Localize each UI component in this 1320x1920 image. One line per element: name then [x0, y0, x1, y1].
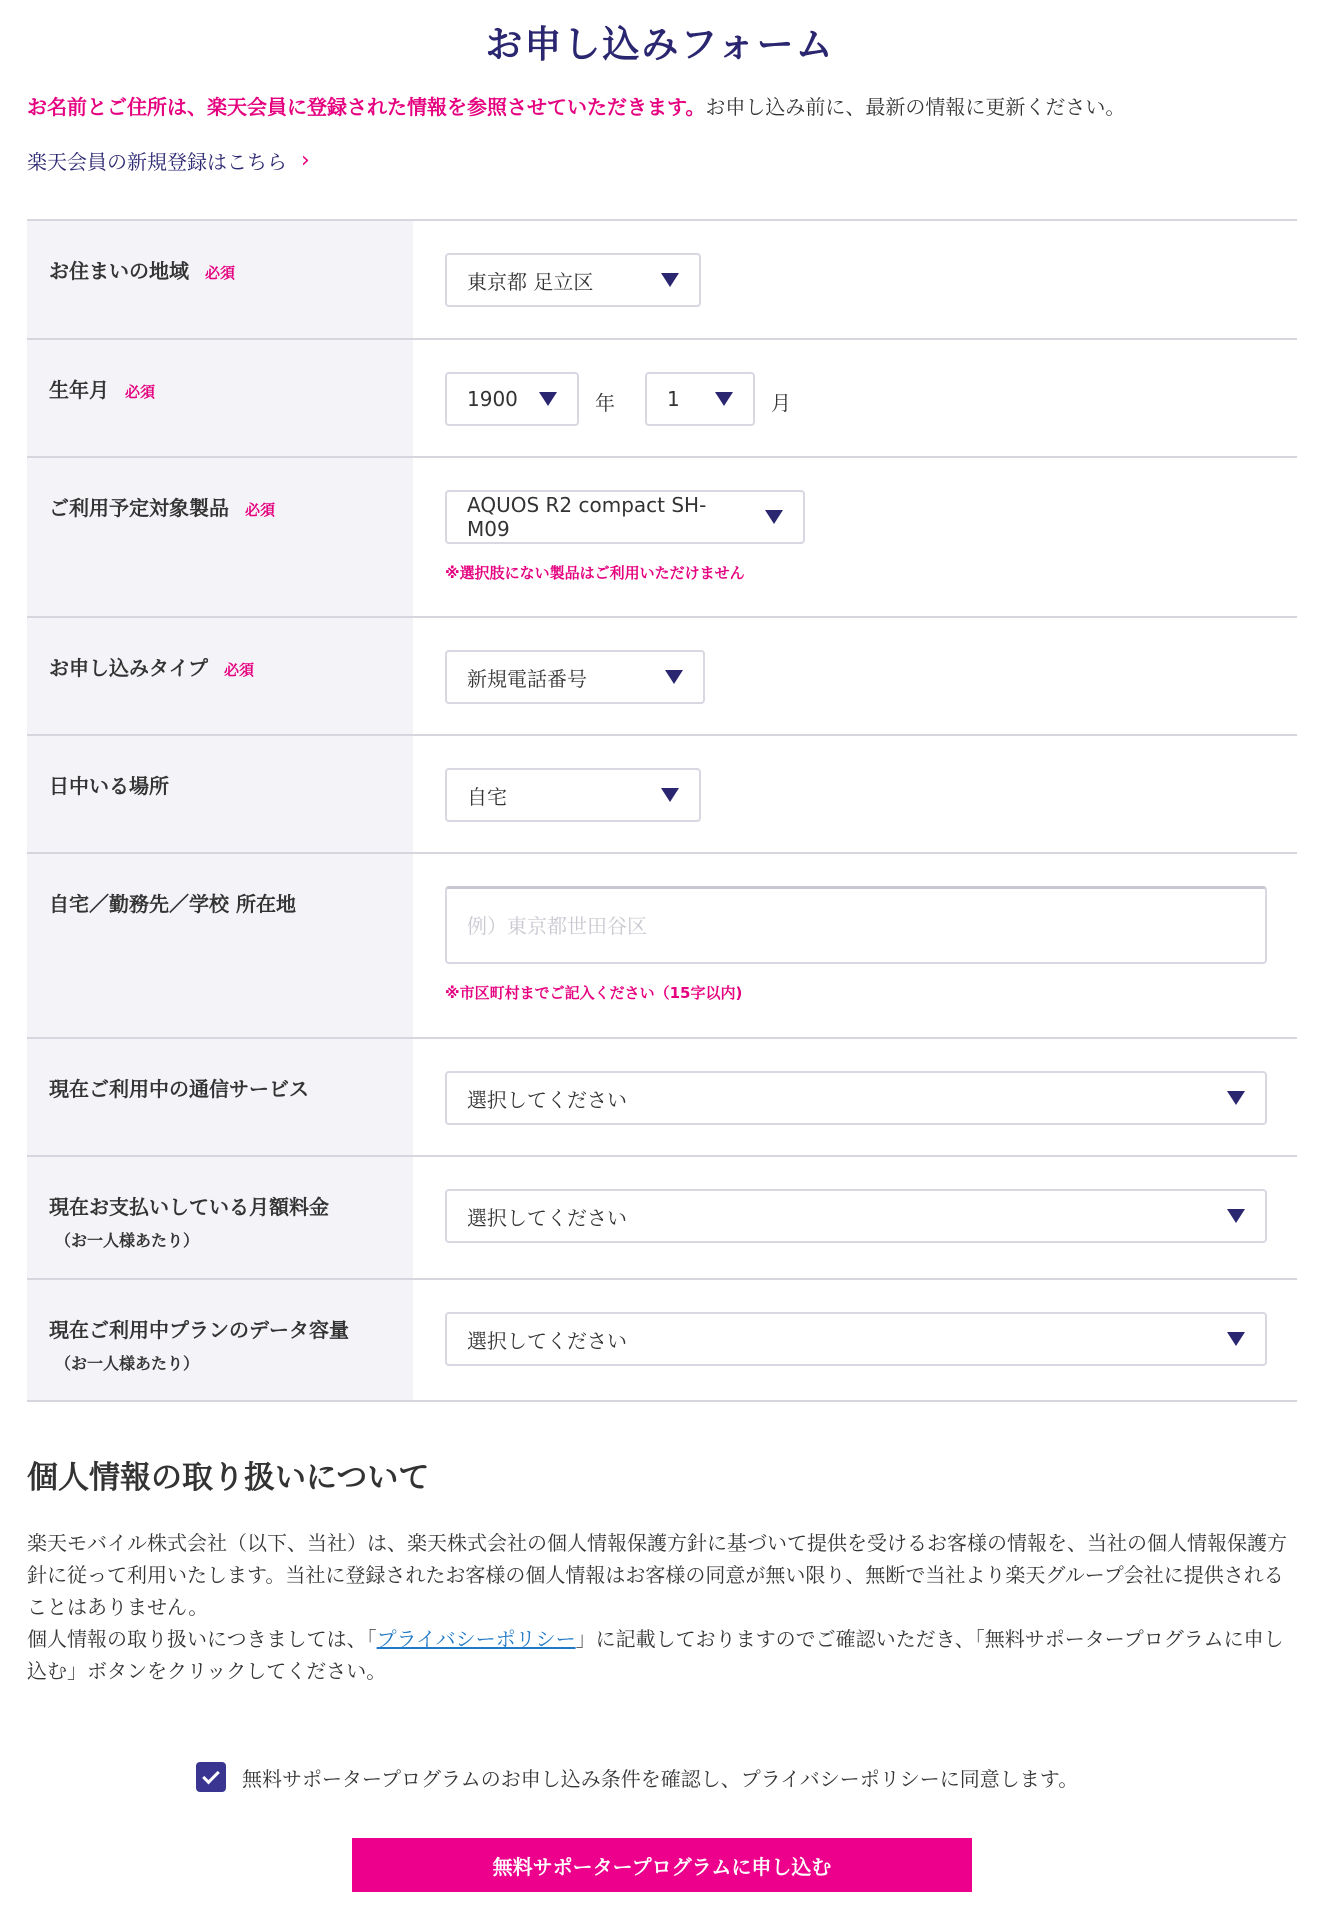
dropdown-arrow-icon [661, 273, 679, 287]
form-row-region [27, 221, 1297, 340]
dropdown-arrow-icon [661, 788, 679, 802]
product-hint: ※選択肢にない製品はご利用いただけません [445, 564, 745, 582]
birth-label [27, 340, 413, 456]
privacy-text [27, 1527, 1297, 1687]
privacy-p2-before: 個人情報の取り扱いにつきましては、「 [27, 1627, 377, 1651]
dropdown-arrow-icon [765, 510, 783, 524]
form-row-monthly-fee [27, 1157, 1297, 1280]
form-row-data-capacity [27, 1280, 1297, 1402]
birth-month-select[interactable] [645, 372, 755, 426]
required-badge: 必須 [125, 383, 156, 401]
region-label [27, 221, 413, 338]
product-value: AQUOS R2 compact SH-M09 [467, 493, 707, 541]
rakuten-signup-link[interactable] [27, 146, 310, 175]
daytime-place-label [27, 736, 413, 852]
year-unit: 年 [595, 391, 615, 415]
form-row-apply-type [27, 618, 1297, 736]
location-label-text: 自宅／勤務先／学校 所在地 [49, 892, 296, 916]
monthly-fee-select[interactable] [445, 1189, 1267, 1243]
notice-emphasis: お名前とご住所は、楽天会員に登録された情報を参照させていただきます。 [27, 95, 706, 119]
location-label [27, 854, 413, 1037]
daytime-place-field [413, 736, 1297, 852]
consent-label: 無料サポータープログラムのお申し込み条件を確認し、プライバシーポリシーに同意します。 [242, 1766, 1079, 1791]
monthly-fee-label-text: 現在お支払いしている月額料金 [49, 1195, 329, 1219]
privacy-p2-after: 」に記載しておりますのでご確認いただき、「無料サポータープログラムに申し込む」ボタンをクリックしてください。 [27, 1627, 1284, 1683]
region-value: 東京都 足立区 [467, 269, 594, 294]
region-label-text: お住まいの地域 [49, 259, 189, 283]
signup-link-label: 楽天会員の新規登録はこちら [27, 150, 287, 174]
region-select[interactable] [445, 253, 701, 307]
submit-button[interactable]: 無料サポータープログラムに申し込む [352, 1838, 972, 1892]
required-badge: 必須 [245, 501, 276, 519]
dropdown-arrow-icon [1227, 1332, 1245, 1346]
dropdown-arrow-icon [1227, 1209, 1245, 1223]
monthly-fee-label [27, 1157, 413, 1278]
monthly-fee-sublabel: （お一人様あたり） [55, 1231, 200, 1250]
birth-year-value: 1900 [467, 387, 518, 411]
info-notice [27, 92, 1307, 122]
product-select[interactable] [445, 490, 805, 544]
required-badge: 必須 [224, 661, 255, 679]
monthly-fee-value: 選択してください [467, 1205, 627, 1230]
apply-type-value: 新規電話番号 [467, 666, 587, 691]
privacy-policy-link[interactable]: プライバシーポリシー [376, 1627, 576, 1651]
page-title: お申し込みフォーム [485, 23, 835, 66]
product-field [413, 458, 1297, 616]
product-label [27, 458, 413, 616]
monthly-fee-field [413, 1157, 1299, 1278]
checkmark-icon [202, 1766, 220, 1784]
apply-type-select[interactable] [445, 650, 705, 704]
region-field [413, 221, 1297, 338]
chevron-right-icon: › [301, 148, 310, 173]
dropdown-arrow-icon [715, 392, 733, 406]
data-capacity-label-text: 現在ご利用中プランのデータ容量 [49, 1318, 349, 1342]
form-row-current-service [27, 1039, 1297, 1157]
data-capacity-field [413, 1280, 1299, 1400]
dropdown-arrow-icon [665, 670, 683, 684]
product-label-text: ご利用予定対象製品 [49, 496, 229, 520]
birth-month-value: 1 [667, 387, 680, 411]
dropdown-arrow-icon [539, 392, 557, 406]
dropdown-arrow-icon [1227, 1091, 1245, 1105]
birth-field [413, 340, 1297, 456]
data-capacity-sublabel: （お一人様あたり） [55, 1354, 200, 1373]
daytime-place-value: 自宅 [467, 784, 507, 809]
privacy-section-title: 個人情報の取り扱いについて [27, 1460, 430, 1496]
month-unit: 月 [771, 391, 791, 415]
form-row-product [27, 458, 1297, 618]
privacy-paragraph-1: 楽天モバイル株式会社（以下、当社）は、楽天株式会社の個人情報保護方針に基づいて提供を受けるお客様の情報を、当社の個人情報保護方針に従って利用いたします。当社に登録されたお客様の個人情報はお客様の同意が無い限り、無断で当社より楽天グループ会社に提供されることはありません。 [27, 1531, 1287, 1619]
birth-label-text: 生年月 [49, 378, 109, 402]
data-capacity-value: 選択してください [467, 1328, 627, 1353]
location-hint: ※市区町村までご記入ください（15字以内) [445, 984, 743, 1002]
consent-row [196, 1762, 1078, 1792]
apply-type-field [413, 618, 1297, 734]
notice-text: お申し込み前に、最新の情報に更新ください。 [705, 95, 1126, 119]
location-input[interactable] [445, 886, 1267, 964]
form-row-birth [27, 340, 1297, 458]
current-service-value: 選択してください [467, 1087, 627, 1112]
form-row-location [27, 854, 1297, 1039]
required-badge: 必須 [205, 264, 236, 282]
apply-type-label [27, 618, 413, 734]
current-service-select[interactable] [445, 1071, 1267, 1125]
apply-type-label-text: お申し込みタイプ [49, 656, 208, 680]
data-capacity-label [27, 1280, 413, 1400]
location-field [413, 854, 1299, 1037]
current-service-field [413, 1039, 1299, 1155]
daytime-place-select[interactable] [445, 768, 701, 822]
consent-checkbox[interactable] [196, 1762, 226, 1792]
data-capacity-select[interactable] [445, 1312, 1267, 1366]
daytime-place-label-text: 日中いる場所 [49, 774, 169, 798]
current-service-label-text: 現在ご利用中の通信サービス [49, 1077, 309, 1101]
application-form [27, 219, 1297, 1402]
form-row-daytime-place [27, 736, 1297, 854]
birth-year-select[interactable] [445, 372, 579, 426]
privacy-paragraph-2 [27, 1623, 1297, 1687]
current-service-label [27, 1039, 413, 1155]
